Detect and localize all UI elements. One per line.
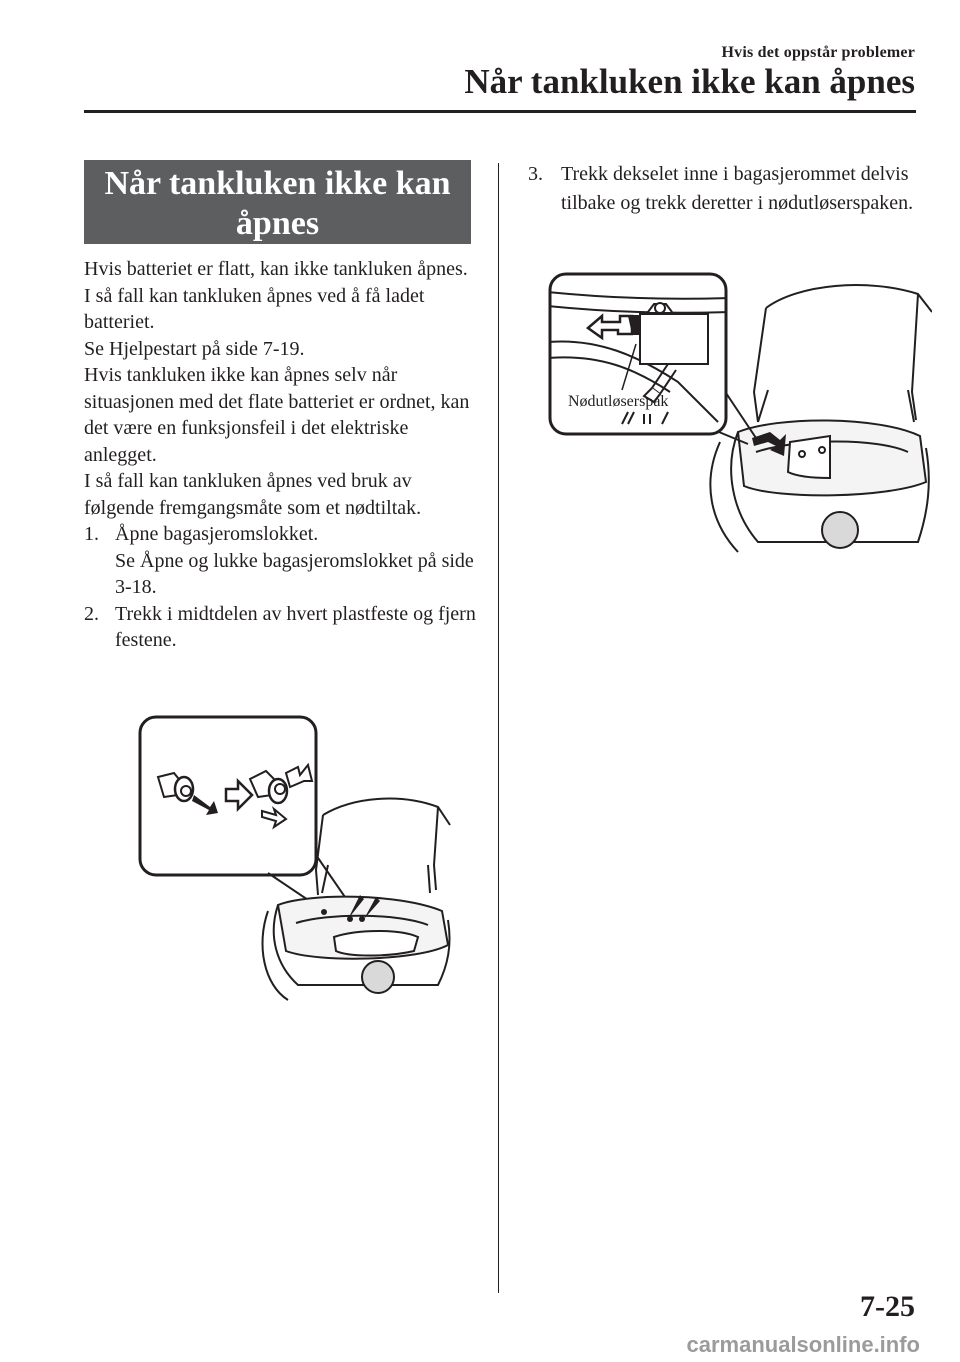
- chapter-title: Hvis det oppstår problemer: [721, 44, 915, 61]
- header-rule: [84, 110, 916, 113]
- intro-paragraph: I så fall kan tankluken åpnes ved å få ladet batteriet.: [84, 284, 425, 333]
- page-title: Når tankluken ikke kan åpnes: [464, 62, 915, 101]
- step-reference: Se Åpne og lukke bagasjeromslokket på side 3-18.: [115, 549, 474, 598]
- step-1: [84, 521, 484, 601]
- release-lever-illustration: [548, 272, 932, 562]
- watermark: carmanualsonline.info: [686, 1332, 920, 1357]
- release-lever-label: Nødutløserspak: [568, 393, 669, 410]
- step-number: 3.: [528, 163, 543, 185]
- section-heading-line2: åpnes: [235, 205, 320, 242]
- clip-removal-illustration: [138, 715, 458, 1005]
- intro-paragraph: I så fall kan tankluken åpnes ved bruk av følgende fremgangsmåte som et nødtiltak.: [84, 470, 422, 519]
- step-2: [84, 601, 484, 654]
- step-text: Åpne bagasjeromslokket.: [115, 523, 319, 545]
- right-column: [528, 160, 928, 218]
- page-number: 7-25: [860, 1290, 915, 1323]
- intro-paragraph: Se Hjelpestart på side 7-19.: [84, 337, 305, 360]
- section-heading-line1: Når tankluken ikke kan: [104, 165, 451, 202]
- intro-paragraph: Hvis batteriet er flatt, kan ikke tankluken åpnes.: [84, 258, 468, 280]
- left-column: [84, 256, 484, 654]
- step-number: 2.: [84, 602, 99, 625]
- step-3: [528, 160, 928, 218]
- step-text: Trekk dekselet inne i bagasjerommet delvis tilbake og trekk deretter i nødutløserspaken.: [561, 163, 914, 214]
- column-divider: [498, 163, 499, 1293]
- intro-paragraph: Hvis tankluken ikke kan åpnes selv når situasjonen med det flate batteriet er ordnet, kan det være en funksjonsfeil i det elektriske anlegget.: [84, 364, 470, 466]
- section-heading: [84, 160, 471, 244]
- step-number: 1.: [84, 523, 99, 545]
- step-text: Trekk i midtdelen av hvert plastfeste og fjern festene.: [115, 602, 476, 651]
